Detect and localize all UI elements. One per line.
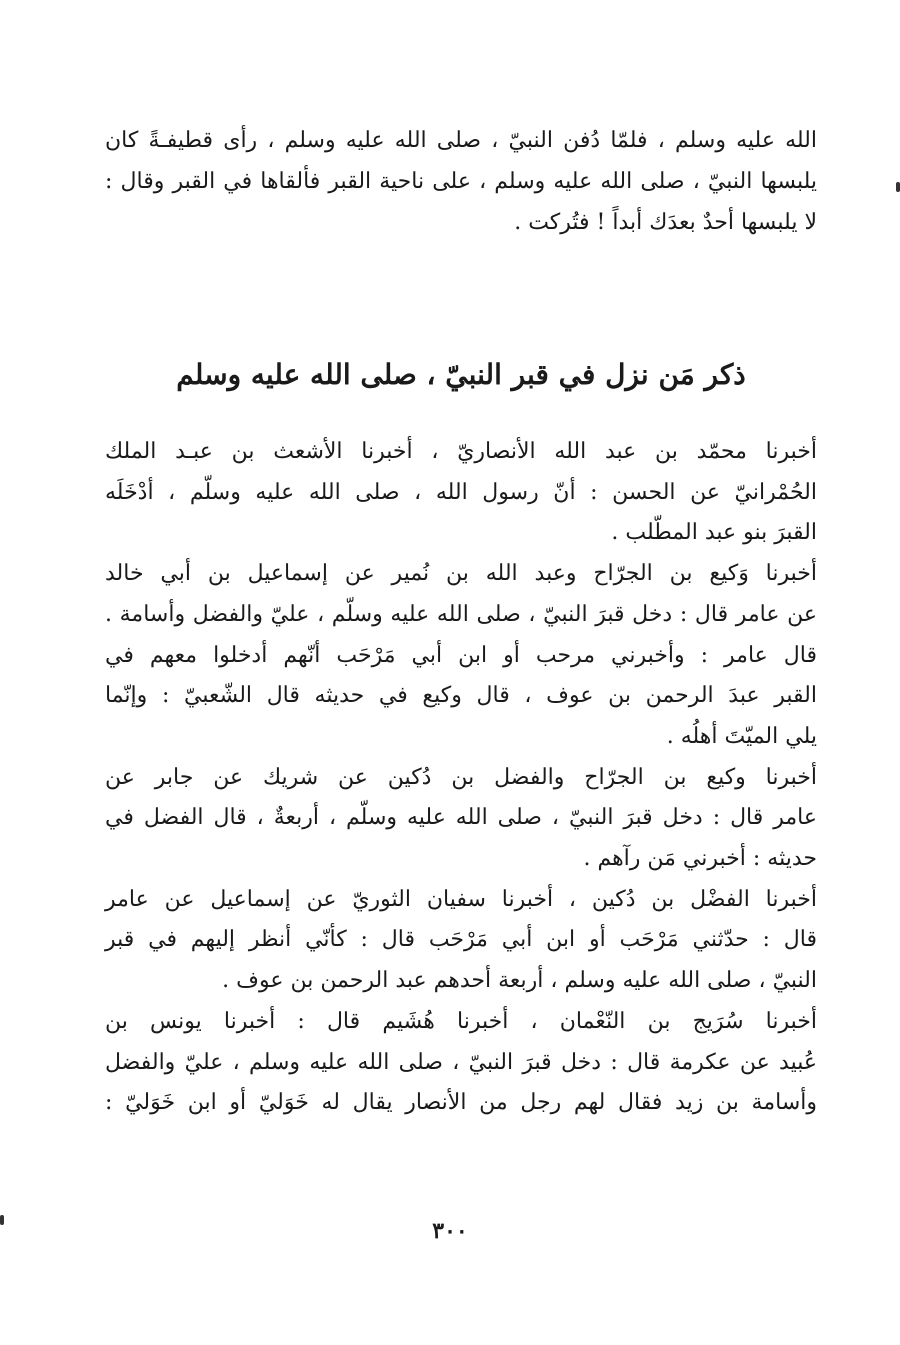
scan-edge-mark-left <box>0 1215 4 1225</box>
text-line: القبرَ بنو عبد المطّلب . <box>611 520 817 546</box>
text-line: حديثه : أخبرني مَن رآهم . <box>583 846 817 872</box>
text-line: الحُمْرانيّ عن الحسن : أنّ رسول الله ، صلى الله عليه وسلّم ، أدْخَلَه <box>105 479 817 505</box>
text-line: أخبرنا محمّد بن عبد الله الأنصاريّ ، أخبرنا الأشعث بن عبـد الملك <box>105 439 817 464</box>
scan-edge-mark-right <box>896 182 900 192</box>
text-line: عن عامر قال : دخل قبرَ النبيّ ، صلى الله عليه وسلّم ، عليّ والفضل وأسامة . <box>105 601 817 627</box>
text-line: يلبسها النبيّ ، صلى الله عليه وسلم ، على ناحية القبر فألقاها في القبر وقال : <box>105 169 817 194</box>
page-number: ٣٠٠ <box>432 1218 468 1244</box>
text-line: أخبرنا وَكيع بن الجرّاح وعبد الله بن نُمير عن إسماعيل بن أبي خالد <box>105 561 817 587</box>
text-line: قال : حدّثني مَرْحَب أو ابن أبي مَرْحَب قال : كأنّي أنظر إليهم في قبر <box>105 927 817 953</box>
text-line: أخبرنا وكيع بن الجرّاح والفضل بن دُكين عن شريك عن جابر عن <box>105 764 818 790</box>
text-line: وأسامة بن زيد فقال لهم رجل من الأنصار يقال له خَوَليّ أو ابن خَوَليّ : <box>105 1090 817 1116</box>
intro-paragraph <box>105 120 817 243</box>
text-line: النبيّ ، صلى الله عليه وسلم ، أربعة أحدهم عبد الرحمن بن عوف . <box>222 968 817 994</box>
text-line: قال عامر : وأخبرني مرحب أو ابن أبي مَرْحَب أنّهم أدخلوا معهم في <box>105 642 817 668</box>
paragraph <box>105 1002 817 1124</box>
text-line: عُبيد عن عكرمة قال : دخل قبرَ النبيّ ، صلى الله عليه وسلم ، عليّ والفضل <box>105 1049 817 1075</box>
intro-passage <box>105 120 817 243</box>
section-body <box>105 432 817 1124</box>
paragraph <box>105 554 817 758</box>
paragraph <box>105 432 817 554</box>
text-line: أخبرنا سُرَيج بن النّعْمان ، أخبرنا هُشَيم قال : أخبرنا يونس بن <box>105 1008 817 1034</box>
text-line: عامر قال : دخل قبرَ النبيّ ، صلى الله عليه وسلّم ، أربعةٌ ، قال الفضل في <box>105 805 817 831</box>
text-line: القبر عبدَ الرحمن بن عوف ، قال وكيع في حديثه قال الشّعبيّ : وإنّما <box>105 683 817 709</box>
paragraph <box>105 758 817 880</box>
text-line: لا يلبسها أحدٌ بعدَك أبداً ! فتُركت . <box>514 210 817 235</box>
text-line: يلي الميّتَ أهلُه . <box>666 723 817 749</box>
paragraph <box>105 880 817 1002</box>
section-heading: ذكر مَن نزل في قبر النبيّ ، صلى الله عليه وسلم <box>176 358 746 391</box>
text-line: أخبرنا الفضْل بن دُكين ، أخبرنا سفيان الثوريّ عن إسماعيل عن عامر <box>105 886 817 912</box>
text-line: الله عليه وسلم ، فلمّا دُفن النبيّ ، صلى الله عليه وسلم ، رأى قطيفـةً كان <box>105 128 817 153</box>
